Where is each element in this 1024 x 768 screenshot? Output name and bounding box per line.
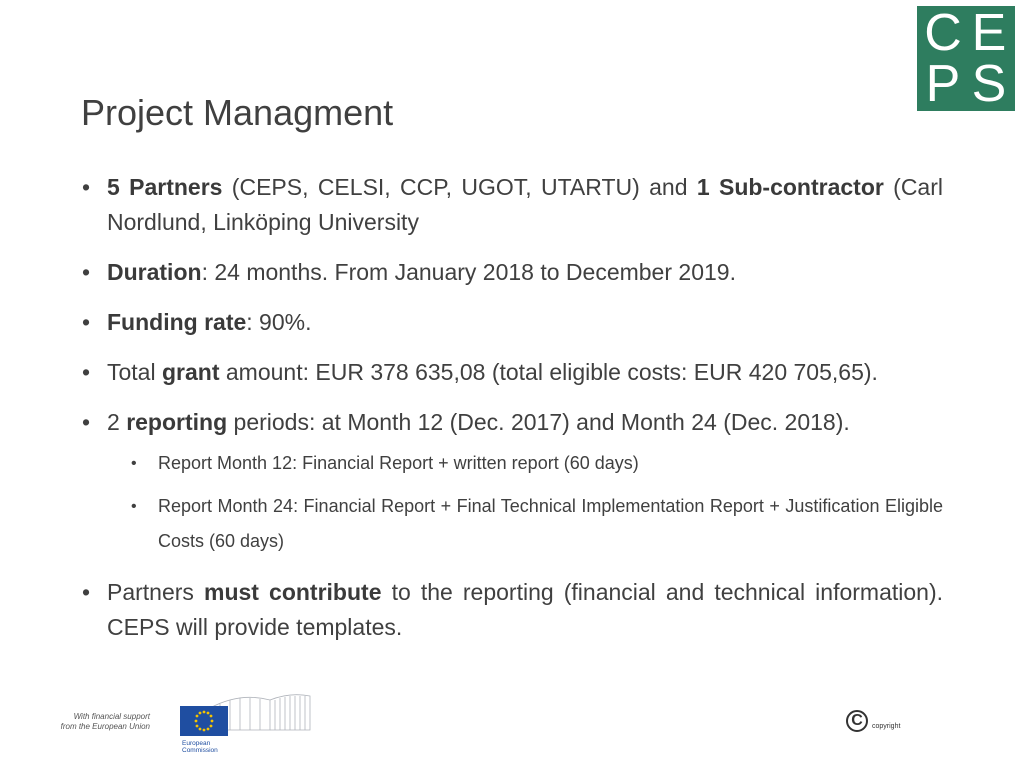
sub-bullet-month-12: • Report Month 12: Financial Report + written report (60 days): [78, 446, 943, 481]
bullet-duration: [78, 255, 943, 290]
bullet-partners-contribute: [78, 575, 943, 645]
text: Partners: [107, 579, 205, 605]
support-line: With financial support: [73, 712, 150, 721]
bullet-partners: [78, 170, 943, 240]
text: (CEPS, CELSI, CCP, UGOT, UTARTU) and: [222, 174, 697, 200]
text: : 24 months. From January 2018 to December 2019.: [201, 259, 736, 285]
text: to the reporting (financial and technical information). CEPS will provide templates.: [107, 579, 944, 640]
european-commission-logo: [180, 690, 330, 754]
text: amount: EUR 378 635,08 (total eligible costs: EUR 420 705,65).: [219, 359, 878, 385]
text: Total: [107, 359, 162, 385]
text: (Carl Nordlund, Linköping University: [107, 174, 943, 235]
bullet-grant: [78, 355, 943, 390]
copyright-icon: C: [846, 710, 868, 732]
copyright-mark: [846, 710, 900, 732]
bullet-list: [78, 170, 943, 645]
logo-letter-c: C: [924, 4, 962, 62]
text: : 90%.: [246, 309, 312, 335]
ceps-logo: [917, 6, 1015, 111]
bold-text: 1 Sub-contractor: [696, 174, 884, 200]
support-line: from the European Union: [60, 722, 150, 731]
eu-label-line1: European: [182, 740, 211, 747]
bold-text: must contribute: [204, 579, 382, 605]
eu-funding-footer: [60, 690, 280, 754]
bold-text: 5 Partners: [107, 174, 223, 200]
slide-title: Project Managment: [81, 92, 394, 133]
bullet-reporting: [78, 405, 943, 440]
text: periods: at Month 12 (Dec. 2017) and Month 24 (Dec. 2018).: [227, 409, 850, 435]
eu-label-line2: Commission: [182, 747, 218, 754]
eu-flag-icon: [180, 706, 228, 736]
text: 2: [107, 409, 127, 435]
bold-text: Duration: [107, 259, 202, 285]
bold-text: Funding rate: [107, 309, 247, 335]
support-text: [60, 712, 150, 732]
logo-letter-p: P: [925, 54, 961, 113]
bold-text: reporting: [126, 409, 228, 435]
logo-letter-e: E: [971, 4, 1007, 62]
bold-text: grant: [161, 359, 220, 385]
sub-bullet-month-24: • Report Month 24: Financial Report + Final Technical Implementation Report + Justification Eligible Costs (60 days): [78, 489, 943, 559]
logo-letter-s: S: [971, 54, 1007, 113]
bullet-funding-rate: [78, 305, 943, 340]
copyright-text: copyright: [872, 723, 901, 730]
